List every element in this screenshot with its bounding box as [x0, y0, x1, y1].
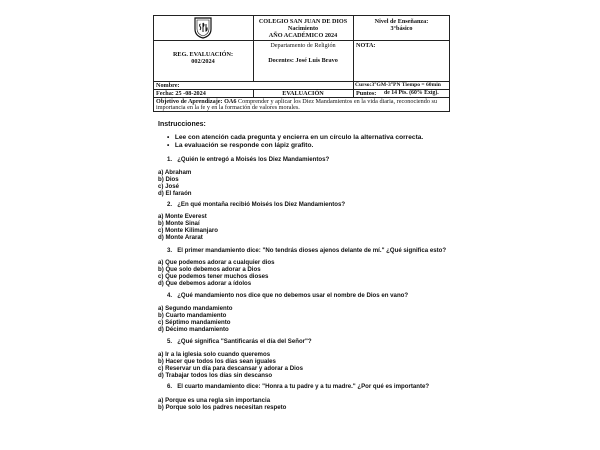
option-1c[interactable]: c) José — [158, 183, 180, 190]
question-2: 2. ¿En qué montaña recibió Moisés los Diez Mandamientos? — [167, 201, 346, 208]
option-2d[interactable]: d) Monte Ararat — [158, 234, 203, 241]
points-value: de 14 Pts. (60% Exig). — [384, 90, 439, 96]
question-5: 5. ¿Qué significa "Santificarás el día del Señor"? — [167, 338, 312, 345]
option-2c[interactable]: c) Monte Kilimanjaro — [158, 227, 218, 234]
option-4c[interactable]: c) Séptimo mandamiento — [158, 319, 231, 326]
level-value: 3°básico — [390, 25, 413, 32]
option-5c[interactable]: c) Reservar un día para descansar y adorar a Dios — [158, 365, 303, 372]
option-1a[interactable]: a) Abraham — [158, 169, 192, 176]
points-label: Puntos: — [356, 90, 377, 97]
option-6a[interactable]: a) Porque es una regla sin importancia — [158, 397, 271, 404]
option-2a[interactable]: a) Monte Everest — [158, 213, 207, 220]
academic-year: AÑO ACADÉMICO 2024 — [268, 32, 338, 39]
option-3c[interactable]: c) Que podemos tener muchos dioses — [158, 273, 269, 280]
option-5a[interactable]: a) Ir a la iglesia solo cuando queremos — [158, 351, 271, 358]
instructions-title: Instrucciones: — [158, 121, 206, 128]
school-logo-icon — [193, 17, 213, 39]
instruction-item — [167, 134, 423, 142]
option-2b[interactable]: b) Monte Sinaí — [158, 220, 200, 227]
objective-label: Objetivo de Aprendizaje: OA6 — [156, 98, 237, 105]
eval-title: EVALUACIÓN — [282, 90, 324, 97]
question-3: 3. El primer mandamiento dice: "No tendrás dioses ajenos delante de mí." ¿Qué significa esto? — [167, 247, 447, 254]
header-rule — [153, 40, 450, 41]
option-1b[interactable]: b) Dios — [158, 176, 179, 183]
instruction-item — [167, 142, 313, 150]
option-5d[interactable]: d) Trabajar todos los días sin descanso — [158, 372, 273, 379]
teachers: Docentes: José Luis Bravo — [268, 57, 338, 64]
option-3d[interactable]: d) Que debemos adorar a ídolos — [158, 280, 252, 287]
header-rule — [353, 89, 354, 97]
question-4: 4. ¿Qué mandamiento nos dice que no debemos usar el nombre de Dios en vano? — [167, 292, 409, 299]
option-1d[interactable]: d) El faraón — [158, 190, 192, 197]
school-city: Nacimiento — [287, 25, 319, 32]
option-4b[interactable]: b) Cuarto mandamiento — [158, 312, 227, 319]
instruction-text: Lee con atención cada pregunta y encierra en un círculo la alternativa correcta. — [174, 134, 424, 141]
bullet-icon: • — [167, 134, 170, 141]
reg-value: 002/2024 — [191, 58, 215, 65]
date: Fecha: 25 -08-2024 — [156, 90, 206, 97]
option-3b[interactable]: b) Que solo debemos adorar a Dios — [158, 266, 261, 273]
reg-label: REG. EVALUACIÓN: — [172, 51, 234, 58]
department: Departamento de Religión — [270, 42, 336, 49]
option-4a[interactable]: a) Segundo mandamiento — [158, 305, 233, 312]
instruction-text: La evaluación se responde con lápiz grafito. — [174, 142, 314, 149]
bullet-icon: • — [167, 142, 170, 149]
school-name: COLEGIO SAN JUAN DE DIOS — [258, 18, 348, 25]
grade-label: NOTA: — [356, 42, 376, 49]
course-info: Curso:3°GM-3°PN Tiempo = 60min — [355, 82, 441, 88]
objective-line1: Comprender y aplicar los Diez Mandamientos en la vida diaria, reconociendo su — [236, 98, 438, 105]
option-3a[interactable]: a) Que podemos adorar a cualquier dios — [158, 259, 275, 266]
option-5b[interactable]: b) Hacer que todos los días sean iguales — [158, 358, 276, 365]
name-label[interactable]: Nombre: — [156, 82, 180, 89]
question-1: 1. ¿Quién le entregó a Moisés los Diez Mandamientos? — [167, 156, 330, 163]
option-6b[interactable]: b) Porque solo los padres necesitan respeto — [158, 404, 287, 411]
level-label: Nivel de Enseñanza: — [374, 18, 429, 25]
objective-line2: importancia en la fe y en la formación de valores morales. — [156, 104, 300, 111]
option-4d[interactable]: d) Décimo mandamiento — [158, 326, 229, 333]
question-6: 6. El cuarto mandamiento dice: "Honra a tu padre y a tu madre." ¿Por qué es importante? — [167, 383, 430, 390]
